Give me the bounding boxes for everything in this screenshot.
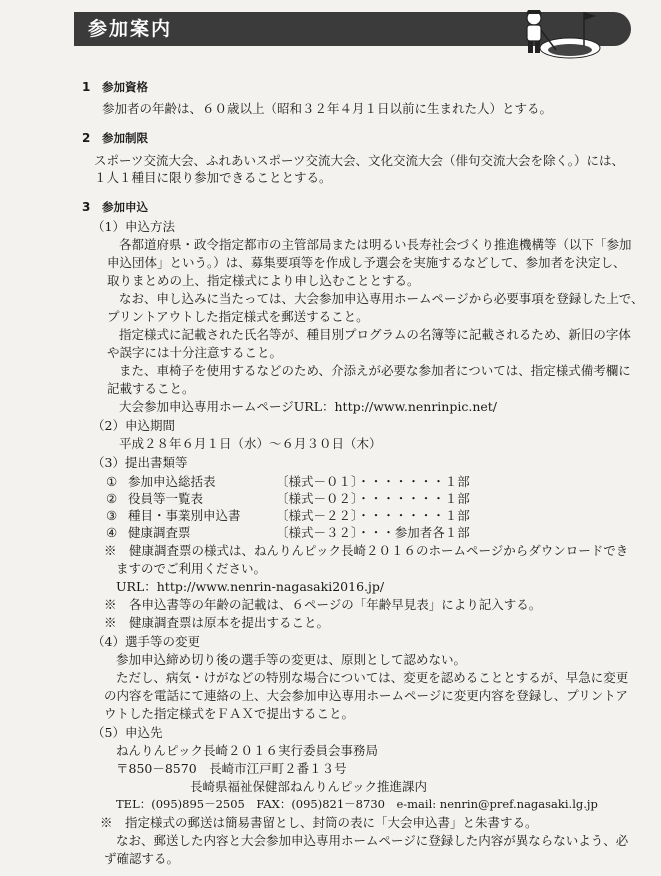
- method-para-line: 申込団体」という。）は、募集要項等を作成し予選会を実施するなどして、参加者を決定し、: [107, 255, 626, 270]
- doc-form: 〔様式－０２〕・・・・・・・１部: [276, 491, 470, 506]
- doc-name: 参加申込総括表: [128, 474, 216, 489]
- office-address: 〒850－8570 長崎市江戸町２番１３号: [116, 761, 347, 776]
- doc-name: 役員等一覧表: [128, 491, 204, 506]
- note-original-copy: ※ 健康調査票は原本を提出すること。: [104, 615, 330, 630]
- doc-form: 〔様式－０１〕・・・・・・・１部: [276, 474, 470, 489]
- method-para-line: また、車椅子を使用するなどのため、介添えが必要な参加者については、指定様式備考欄に: [119, 363, 631, 378]
- method-para-line: 各都道府県・政令指定都市の主管部局または明るい長寿社会づくり推進機構等（以下「参加: [119, 237, 632, 252]
- method-para-line: なお、申し込みに当たっては、大会参加申込専用ホームページから必要事項を登録した上で、: [119, 291, 644, 306]
- note-age-table: ※ 各申込書等の年齢の記載は、６ページの「年齢早見表」により記入する。: [104, 597, 542, 612]
- section-2-line-2: １人１種目に限り参加できることとする。: [94, 170, 332, 185]
- mail-note: ※ 指定様式の郵送は簡易書留とし、封筒の表に「大会申込書」と朱書する。: [100, 815, 538, 830]
- office-department: 長崎県福祉保健部ねんりんピック推進課内: [190, 779, 428, 794]
- subsection-2-title: （2）申込期間: [92, 418, 175, 433]
- section-1-body: 参加者の年齢は、６０歳以上（昭和３２年４月１日以前に生まれた人）とする。: [102, 101, 553, 116]
- note-health-form-line: ※ 健康調査票の様式は、ねんりんピック長崎２０１６のホームページからダウンロードでき: [104, 543, 629, 558]
- download-url: URL：http://www.nenrin-nagasaki2016.jp/: [116, 579, 385, 594]
- doc-mark: ④: [106, 525, 118, 540]
- section-1-title: 参加資格: [102, 80, 148, 94]
- section-2-number: 2: [82, 131, 91, 145]
- method-para-line: 記載すること。: [107, 381, 195, 396]
- subsection-3-title: （3）提出書類等: [92, 455, 188, 470]
- section-1-number: 1: [82, 80, 91, 94]
- change-para-line: 参加申込締め切り後の選手等の変更は、原則として認めない。: [116, 652, 467, 667]
- doc-mark: ②: [106, 491, 118, 506]
- doc-mark: ③: [106, 508, 118, 523]
- mail-note-line: なお、郵送した内容と大会参加申込専用ホームページに登録した内容が異ならないよう、必: [116, 833, 629, 848]
- application-period: 平成２８年６月１日（水）～６月３０日（木）: [119, 436, 382, 451]
- office-contact: TEL：(095)895－2505 FAX：(095)821－8730 e-mail: nenrin@pref.nagasaki.lg.jp: [116, 797, 598, 811]
- subsection-1-title: （1）申込方法: [92, 219, 175, 234]
- subsection-4-title: （4）選手等の変更: [92, 634, 200, 649]
- section-2-line-1: スポーツ交流大会、ふれあいスポーツ交流大会、文化交流大会（俳句交流大会を除く。）には、: [94, 153, 625, 168]
- change-para-line: の内容を電話にて連絡の上、大会参加申込専用ホームページに変更内容を登録し、プリントア: [104, 688, 628, 703]
- method-para-line: 指定様式に記載された氏名等が、種目別プログラムの名簿等に記載されるため、新旧の字体: [119, 327, 631, 342]
- method-para-line: プリントアウトした指定様式を郵送すること。: [107, 309, 369, 324]
- method-para-line: や誤字には十分注意すること。: [107, 345, 283, 360]
- doc-form: 〔様式－３２〕・・・参加者各１部: [276, 525, 470, 540]
- doc-name: 種目・事業別申込書: [128, 508, 241, 523]
- change-para-line: ただし、病気・けがなどの特別な場合については、変更を認めることとするが、早急に変更: [116, 670, 629, 685]
- section-3-number: 3: [82, 200, 91, 214]
- note-health-form-line: ますのでご利用ください。: [116, 561, 267, 576]
- section-3-title: 参加申込: [102, 200, 148, 214]
- subsection-5-title: （5）申込先: [92, 725, 163, 740]
- section-2-title: 参加制限: [102, 131, 148, 145]
- change-para-line: ウトした指定様式をＦＡＸで提出すること。: [104, 706, 355, 721]
- homepage-url-line: 大会参加申込専用ホームページURL：http://www.nenrinpic.net/: [119, 399, 497, 414]
- office-name: ねんりんピック長崎２０１６実行委員会事務局: [116, 743, 379, 758]
- doc-form: 〔様式－２２〕・・・・・・・１部: [276, 508, 470, 523]
- golfer-illustration: [512, 4, 602, 64]
- doc-mark: ①: [106, 474, 118, 489]
- doc-name: 健康調査票: [128, 525, 191, 540]
- mail-note-line: ず確認する。: [104, 851, 180, 866]
- method-para-line: 取りまとめの上、指定様式により申し込むこととする。: [107, 273, 420, 288]
- page-title: 参加案内: [88, 18, 173, 40]
